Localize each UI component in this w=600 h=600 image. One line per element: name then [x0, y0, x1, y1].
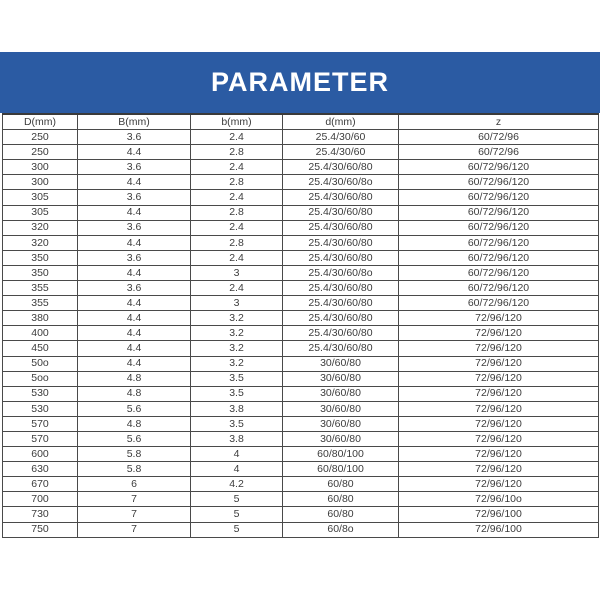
- table-cell: 4: [191, 447, 283, 462]
- table-cell: 72/96/120: [399, 401, 599, 416]
- table-cell: 350: [3, 265, 78, 280]
- column-header-z: z: [399, 114, 599, 130]
- parameter-table: [2, 113, 599, 538]
- table-cell: 3.2: [191, 326, 283, 341]
- table-cell: 25.4/30/60/80: [283, 311, 399, 326]
- table-cell: 380: [3, 311, 78, 326]
- table-cell: 25.4/30/60/80: [283, 235, 399, 250]
- table-cell: 3.2: [191, 311, 283, 326]
- table-cell: 25.4/30/60/8o: [283, 265, 399, 280]
- table-cell: 3.6: [78, 190, 191, 205]
- table-row: [3, 311, 599, 326]
- table-cell: 730: [3, 507, 78, 522]
- table-cell: 5.6: [78, 431, 191, 446]
- table-cell: 4.8: [78, 386, 191, 401]
- table-cell: 25.4/30/60: [283, 145, 399, 160]
- table-cell: 5: [191, 492, 283, 507]
- table-cell: 750: [3, 522, 78, 537]
- table-cell: 60/80: [283, 492, 399, 507]
- table-cell: 670: [3, 477, 78, 492]
- table-row: [3, 386, 599, 401]
- table-cell: 4.2: [191, 477, 283, 492]
- table-cell: 250: [3, 145, 78, 160]
- table-cell: 2.8: [191, 175, 283, 190]
- table-cell: 72/96/120: [399, 416, 599, 431]
- table-cell: 2.4: [191, 281, 283, 296]
- table-row: [3, 477, 599, 492]
- table-cell: 530: [3, 386, 78, 401]
- table-cell: 4.8: [78, 371, 191, 386]
- table-cell: 700: [3, 492, 78, 507]
- table-cell: 5oo: [3, 371, 78, 386]
- table-cell: 30/60/80: [283, 371, 399, 386]
- table-cell: 60/72/96: [399, 145, 599, 160]
- table-cell: 3.6: [78, 250, 191, 265]
- table-cell: 4.4: [78, 145, 191, 160]
- table-cell: 25.4/30/60/80: [283, 281, 399, 296]
- table-cell: 25.4/30/60/80: [283, 160, 399, 175]
- table-cell: 4.4: [78, 326, 191, 341]
- table-cell: 355: [3, 296, 78, 311]
- table-cell: 400: [3, 326, 78, 341]
- page-title: PARAMETER: [210, 67, 389, 97]
- column-header-b: b(mm): [191, 114, 283, 130]
- table-cell: 72/96/120: [399, 326, 599, 341]
- table-cell: 5.8: [78, 462, 191, 477]
- table-cell: 3: [191, 296, 283, 311]
- table-cell: 305: [3, 190, 78, 205]
- table-cell: 25.4/30/60/80: [283, 190, 399, 205]
- table-cell: 300: [3, 175, 78, 190]
- table-cell: 2.8: [191, 235, 283, 250]
- table-cell: 600: [3, 447, 78, 462]
- table-row: [3, 492, 599, 507]
- table-cell: 250: [3, 130, 78, 145]
- table-cell: 3.8: [191, 431, 283, 446]
- table-cell: 355: [3, 281, 78, 296]
- table-cell: 3.2: [191, 341, 283, 356]
- table-cell: 30/60/80: [283, 431, 399, 446]
- table-cell: 3.2: [191, 356, 283, 371]
- table-cell: 60/72/96/120: [399, 190, 599, 205]
- table-cell: 2.4: [191, 250, 283, 265]
- table-row: [3, 160, 599, 175]
- table-cell: 3.5: [191, 386, 283, 401]
- table-cell: 5.8: [78, 447, 191, 462]
- table-cell: 4.4: [78, 311, 191, 326]
- table-cell: 4.4: [78, 205, 191, 220]
- table-cell: 60/80/100: [283, 462, 399, 477]
- table-cell: 60/72/96/120: [399, 235, 599, 250]
- table-cell: 630: [3, 462, 78, 477]
- table-cell: 72/96/100: [399, 522, 599, 537]
- table-cell: 72/96/120: [399, 462, 599, 477]
- table-cell: 5.6: [78, 401, 191, 416]
- table-cell: 2.8: [191, 145, 283, 160]
- table-cell: 3.8: [191, 401, 283, 416]
- table-row: [3, 371, 599, 386]
- table-cell: 7: [78, 522, 191, 537]
- table-cell: 60/72/96/120: [399, 220, 599, 235]
- table-cell: 60/72/96: [399, 130, 599, 145]
- table-cell: 3.6: [78, 220, 191, 235]
- table-cell: 6: [78, 477, 191, 492]
- table-row: [3, 190, 599, 205]
- table-cell: 72/96/120: [399, 371, 599, 386]
- table-cell: 50o: [3, 356, 78, 371]
- table-cell: 72/96/120: [399, 447, 599, 462]
- table-cell: 60/80: [283, 507, 399, 522]
- table-cell: 3.6: [78, 130, 191, 145]
- column-header-D: D(mm): [3, 114, 78, 130]
- table-cell: 570: [3, 416, 78, 431]
- table-cell: 7: [78, 507, 191, 522]
- table-cell: 25.4/30/60/80: [283, 250, 399, 265]
- table-row: [3, 447, 599, 462]
- table-row: [3, 281, 599, 296]
- table-cell: 30/60/80: [283, 401, 399, 416]
- table-cell: 4.4: [78, 296, 191, 311]
- table-cell: 5: [191, 507, 283, 522]
- table-row: [3, 250, 599, 265]
- table-cell: 72/96/10o: [399, 492, 599, 507]
- table-cell: 4.4: [78, 356, 191, 371]
- table-cell: 25.4/30/60/80: [283, 296, 399, 311]
- table-cell: 25.4/30/60: [283, 130, 399, 145]
- table-header: [3, 114, 599, 130]
- table-row: [3, 522, 599, 537]
- table-row: [3, 130, 599, 145]
- table-cell: 30/60/80: [283, 416, 399, 431]
- table-cell: 530: [3, 401, 78, 416]
- table-cell: 4: [191, 462, 283, 477]
- table-cell: 72/96/120: [399, 311, 599, 326]
- parameter-banner: [0, 52, 600, 113]
- table-cell: 72/96/120: [399, 477, 599, 492]
- table-cell: 25.4/30/60/8o: [283, 175, 399, 190]
- table-cell: 25.4/30/60/80: [283, 326, 399, 341]
- table-row: [3, 401, 599, 416]
- header-row: [3, 114, 599, 130]
- table-cell: 4.8: [78, 416, 191, 431]
- table-cell: 4.4: [78, 341, 191, 356]
- table-cell: 3.6: [78, 160, 191, 175]
- table-row: [3, 431, 599, 446]
- table-cell: 72/96/120: [399, 341, 599, 356]
- table-row: [3, 416, 599, 431]
- table-cell: 320: [3, 235, 78, 250]
- table-row: [3, 205, 599, 220]
- table-cell: 2.4: [191, 220, 283, 235]
- table-cell: 2.4: [191, 130, 283, 145]
- table-cell: 30/60/80: [283, 386, 399, 401]
- table-cell: 72/96/100: [399, 507, 599, 522]
- table-cell: 300: [3, 160, 78, 175]
- table-row: [3, 296, 599, 311]
- column-header-d: d(mm): [283, 114, 399, 130]
- table-cell: 2.4: [191, 190, 283, 205]
- table-cell: 305: [3, 205, 78, 220]
- table-cell: 72/96/120: [399, 356, 599, 371]
- table-cell: 60/80/100: [283, 447, 399, 462]
- table-cell: 4.4: [78, 175, 191, 190]
- table-cell: 3.5: [191, 371, 283, 386]
- table-row: [3, 235, 599, 250]
- table-cell: 4.4: [78, 265, 191, 280]
- table-cell: 60/72/96/120: [399, 265, 599, 280]
- table-cell: 60/72/96/120: [399, 175, 599, 190]
- table-cell: 25.4/30/60/80: [283, 341, 399, 356]
- table-body: [3, 130, 599, 538]
- table-row: [3, 356, 599, 371]
- table-cell: 4.4: [78, 235, 191, 250]
- table-cell: 2.8: [191, 205, 283, 220]
- table-cell: 2.4: [191, 160, 283, 175]
- table-cell: 60/72/96/120: [399, 296, 599, 311]
- table-row: [3, 145, 599, 160]
- table-cell: 3.6: [78, 281, 191, 296]
- table-cell: 5: [191, 522, 283, 537]
- table-cell: 60/72/96/120: [399, 250, 599, 265]
- column-header-B: B(mm): [78, 114, 191, 130]
- table-row: [3, 462, 599, 477]
- table-row: [3, 175, 599, 190]
- table-row: [3, 341, 599, 356]
- table-cell: 60/72/96/120: [399, 160, 599, 175]
- table-row: [3, 507, 599, 522]
- table-cell: 60/72/96/120: [399, 281, 599, 296]
- table-row: [3, 326, 599, 341]
- table-cell: 350: [3, 250, 78, 265]
- table-cell: 60/72/96/120: [399, 205, 599, 220]
- table-cell: 25.4/30/60/80: [283, 205, 399, 220]
- table-cell: 25.4/30/60/80: [283, 220, 399, 235]
- table-cell: 72/96/120: [399, 386, 599, 401]
- table-cell: 3: [191, 265, 283, 280]
- table-cell: 72/96/120: [399, 431, 599, 446]
- table-row: [3, 265, 599, 280]
- table-cell: 30/60/80: [283, 356, 399, 371]
- table-row: [3, 220, 599, 235]
- table-cell: 7: [78, 492, 191, 507]
- table-cell: 60/8o: [283, 522, 399, 537]
- table-cell: 60/80: [283, 477, 399, 492]
- table-cell: 3.5: [191, 416, 283, 431]
- table-cell: 450: [3, 341, 78, 356]
- table-cell: 320: [3, 220, 78, 235]
- table-cell: 570: [3, 431, 78, 446]
